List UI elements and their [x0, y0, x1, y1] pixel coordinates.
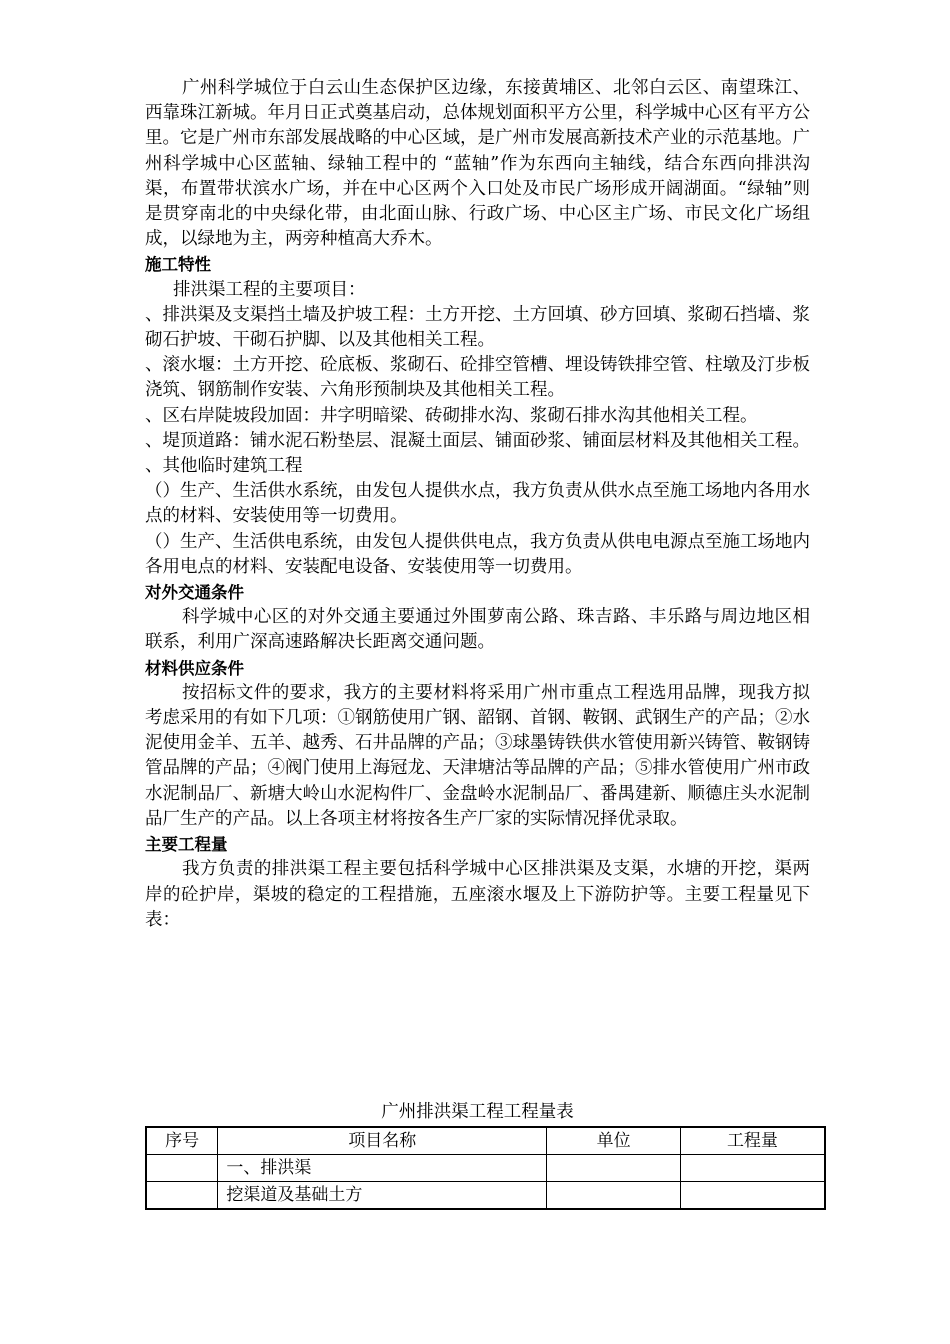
construction-item-1: 、排洪渠及支渠挡土墙及护坡工程：土方开挖、土方回填、砂方回填、浆砌石挡墙、浆砌石护坡、干砌石护脚、以及其他相关工程。 — [145, 304, 810, 351]
materials-paragraph: 按招标文件的要求，我方的主要材料将采用广州市重点工程选用品牌，现我方拟考虑采用的有如下几项：①钢筋使用广钢、韶钢、首钢、鞍钢、武钢生产的产品；②水泥使用金羊、五羊、越秀、石井品牌的产品；③球墨铸铁供水管使用新兴铸管、鞍钢铸管品牌的产品；④阀门使用上海冠龙、天津塘沽等品牌的产品；⑤排水管使用广州市政水泥制品厂、新塘大岭山水泥构件厂、金盘岭水泥制品厂、番禺建新、顺德庄头水泥制品厂生产的产品。以上各项主材将按各生产厂家的实际情况择优录取。 — [145, 682, 810, 829]
quantities-paragraph: 我方负责的排洪渠工程主要包括科学城中心区排洪渠及支渠，水塘的开挖，渠两岸的砼护岸，渠坡的稳定的工程措施，五座滚水堰及上下游防护等。主要工程量见下表： — [145, 859, 810, 930]
cell-quantity — [680, 1182, 825, 1210]
construction-item-5: 、其他临时建筑工程 — [145, 456, 303, 477]
construction-item-6: （）生产、生活供水系统，由发包人提供水点，我方负责从供水点至施工场地内各用水点的材料、安装使用等一切费用。 — [145, 481, 810, 527]
table-header-row — [146, 1127, 825, 1155]
table-row — [146, 1155, 825, 1182]
construction-lead: 排洪渠工程的主要项目： — [173, 279, 366, 300]
construction-item-2: 、滚水堰：土方开挖、砼底板、浆砌石、砼排空管槽、埋设铸铁排空管、柱墩及汀步板浇筑、钢筋制作安装、六角形预制块及其他相关工程。 — [145, 355, 810, 401]
cell-unit — [547, 1182, 681, 1210]
cell-serial — [146, 1155, 218, 1182]
intro-paragraph: 广州科学城位于白云山生态保护区边缘，东接黄埔区、北邻白云区、南望珠江、西靠珠江新城。年月日正式奠基启动，总体规划面积平方公里，科学城中心区有平方公里。它是广州市东部发展战略的中心区域，是广州市发展高新技术产业的示范基地。广州科学城中心区蓝轴、绿轴工程中的 “蓝轴”作为东西向主轴线，结合东西向排洪沟渠，布置带状滨水广场，并在中心区两个入口处及市民广场形成开阔湖面。“绿轴”则是贯穿南北的中央绿化带，由北面山脉、行政广场、中心区主广场、市民文化广场组成，以绿地为主，两旁种植高大乔木。 — [145, 78, 810, 250]
cell-item-name: 一、排洪渠 — [218, 1155, 547, 1182]
construction-item-4: 、堤顶道路：铺水泥石粉垫层、混凝土面层、铺面砂浆、铺面层材料及其他相关工程。 — [145, 430, 810, 451]
heading-construction: 施工特性 — [145, 255, 211, 275]
cell-serial — [146, 1182, 218, 1210]
heading-traffic: 对外交通条件 — [145, 583, 244, 603]
heading-quantities: 主要工程量 — [145, 835, 228, 855]
header-item-name: 项目名称 — [218, 1127, 547, 1155]
traffic-paragraph: 科学城中心区的对外交通主要通过外围萝南公路、珠吉路、丰乐路与周边地区相联系，利用广深高速路解决长距离交通问题。 — [145, 607, 810, 653]
heading-materials: 材料供应条件 — [145, 658, 244, 678]
table-caption: 广州排洪渠工程工程量表 — [381, 1102, 574, 1122]
table-row — [146, 1182, 825, 1210]
header-serial: 序号 — [146, 1127, 218, 1155]
cell-unit — [547, 1155, 681, 1182]
header-quantity: 工程量 — [680, 1127, 825, 1155]
document-body — [145, 76, 810, 933]
cell-quantity — [680, 1155, 825, 1182]
construction-item-7: （）生产、生活供电系统，由发包人提供供电点，我方负责从供电电源点至施工场地内各用电点的材料、安装配电设备、安装使用等一切费用。 — [145, 531, 810, 577]
quantity-table — [145, 1126, 826, 1210]
cell-item-name: 挖渠道及基础土方 — [218, 1182, 547, 1210]
header-unit: 单位 — [547, 1127, 681, 1155]
construction-item-3: 、区右岸陡坡段加固：井字明暗梁、砖砌排水沟、浆砌石排水沟其他相关工程。 — [145, 405, 758, 426]
